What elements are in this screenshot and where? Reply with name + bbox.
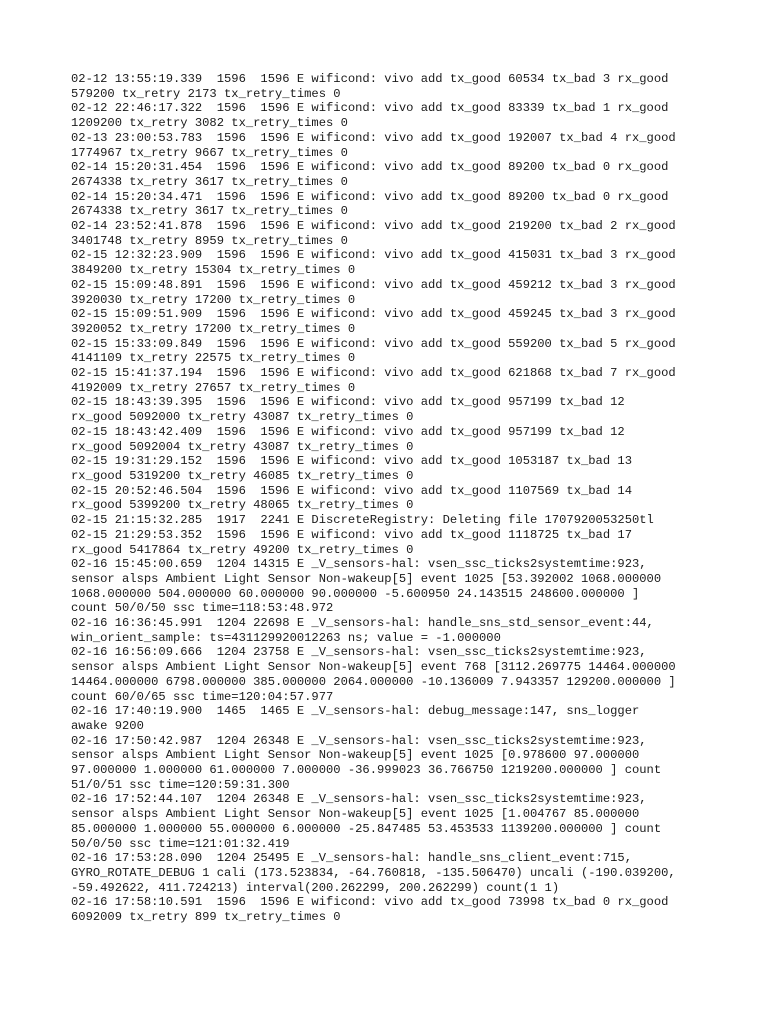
log-line: GYRO_ROTATE_DEBUG 1 cali (173.523834, -64.760818, -135.506470) uncali (-190.039200, bbox=[71, 865, 676, 880]
log-line: 02-15 18:43:42.409 1596 1596 E wificond: vivo add tx_good 957199 tx_bad 12 bbox=[71, 424, 625, 439]
log-line: 14464.000000 6798.000000 385.000000 2064.000000 -10.136009 7.943357 129200.000000 ] bbox=[71, 674, 676, 689]
log-line: 02-16 16:56:09.666 1204 23758 E _V_sensors-hal: vsen_ssc_ticks2systemtime:923, bbox=[71, 645, 647, 660]
log-line: rx_good 5417864 tx_retry 49200 tx_retry_times 0 bbox=[71, 542, 414, 557]
log-line: rx_good 5399200 tx_retry 48065 tx_retry_times 0 bbox=[71, 498, 414, 513]
log-line: -59.492622, 411.724213) interval(200.262299, 200.262299) count(1 1) bbox=[71, 880, 560, 895]
log-line: win_orient_sample: ts=431129920012263 ns; value = -1.000000 bbox=[71, 630, 501, 645]
log-line: 02-16 17:53:28.090 1204 25495 E _V_sensors-hal: handle_sns_client_event:715, bbox=[71, 851, 632, 866]
log-line: 02-15 12:32:23.909 1596 1596 E wificond: vivo add tx_good 415031 tx_bad 3 rx_good bbox=[71, 248, 676, 263]
log-line: 02-13 23:00:53.783 1596 1596 E wificond: vivo add tx_good 192007 tx_bad 4 rx_good bbox=[71, 130, 676, 145]
log-line: 02-16 17:58:10.591 1596 1596 E wificond: vivo add tx_good 73998 tx_bad 0 rx_good bbox=[71, 895, 669, 910]
log-line: 02-15 15:41:37.194 1596 1596 E wificond: vivo add tx_good 621868 tx_bad 7 rx_good bbox=[71, 366, 676, 381]
log-line: 02-12 22:46:17.322 1596 1596 E wificond: vivo add tx_good 83339 tx_bad 1 rx_good bbox=[71, 101, 669, 116]
log-line: awake 9200 bbox=[71, 718, 144, 733]
log-line: rx_good 5319200 tx_retry 46085 tx_retry_times 0 bbox=[71, 468, 414, 483]
log-line: 02-15 19:31:29.152 1596 1596 E wificond: vivo add tx_good 1053187 tx_bad 13 bbox=[71, 454, 632, 469]
log-line: 3401748 tx_retry 8959 tx_retry_times 0 bbox=[71, 233, 348, 248]
log-line: count 60/0/65 ssc time=120:04:57.977 bbox=[71, 689, 334, 704]
log-line: 02-16 17:50:42.987 1204 26348 E _V_sensors-hal: vsen_ssc_ticks2systemtime:923, bbox=[71, 733, 647, 748]
log-line: 579200 tx_retry 2173 tx_retry_times 0 bbox=[71, 86, 341, 101]
log-line: 02-15 18:43:39.395 1596 1596 E wificond: vivo add tx_good 957199 tx_bad 12 bbox=[71, 395, 625, 410]
log-line: 02-16 17:52:44.107 1204 26348 E _V_sensors-hal: vsen_ssc_ticks2systemtime:923, bbox=[71, 792, 647, 807]
log-line: rx_good 5092004 tx_retry 43087 tx_retry_times 0 bbox=[71, 439, 414, 454]
log-line: 02-15 15:09:51.909 1596 1596 E wificond: vivo add tx_good 459245 tx_bad 3 rx_good bbox=[71, 307, 676, 322]
log-line: 02-15 15:09:48.891 1596 1596 E wificond: vivo add tx_good 459212 tx_bad 3 rx_good bbox=[71, 277, 676, 292]
log-line: 50/0/50 ssc time=121:01:32.419 bbox=[71, 836, 290, 851]
log-line: 6092009 tx_retry 899 tx_retry_times 0 bbox=[71, 910, 341, 925]
log-line: 02-16 15:45:00.659 1204 14315 E _V_sensors-hal: vsen_ssc_ticks2systemtime:923, bbox=[71, 557, 647, 572]
log-line: 1209200 tx_retry 3082 tx_retry_times 0 bbox=[71, 116, 348, 131]
log-line: 1068.000000 504.000000 60.000000 90.000000 -5.600950 24.143515 248600.000000 ] bbox=[71, 586, 640, 601]
log-line: 02-15 21:15:32.285 1917 2241 E DiscreteRegistry: Deleting file 1707920053250tl bbox=[71, 513, 654, 528]
log-line: 02-12 13:55:19.339 1596 1596 E wificond: vivo add tx_good 60534 tx_bad 3 rx_good bbox=[71, 72, 669, 86]
log-line: 02-14 23:52:41.878 1596 1596 E wificond: vivo add tx_good 219200 tx_bad 2 rx_good bbox=[71, 219, 676, 234]
log-line: 02-14 15:20:31.454 1596 1596 E wificond: vivo add tx_good 89200 tx_bad 0 rx_good bbox=[71, 160, 669, 175]
log-line: count 50/0/50 ssc time=118:53:48.972 bbox=[71, 601, 334, 616]
log-line: 02-15 21:29:53.352 1596 1596 E wificond: vivo add tx_good 1118725 tx_bad 17 bbox=[71, 527, 632, 542]
log-text-block bbox=[71, 72, 711, 925]
log-line: 02-15 15:33:09.849 1596 1596 E wificond: vivo add tx_good 559200 tx_bad 5 rx_good bbox=[71, 336, 676, 351]
log-line: 85.000000 1.000000 55.000000 6.000000 -25.847485 53.453533 1139200.000000 ] count bbox=[71, 821, 662, 836]
log-line: 02-16 16:36:45.991 1204 22698 E _V_sensors-hal: handle_sns_std_sensor_event:44, bbox=[71, 616, 654, 631]
log-line: 02-15 20:52:46.504 1596 1596 E wificond: vivo add tx_good 1107569 tx_bad 14 bbox=[71, 483, 632, 498]
log-line: 3920030 tx_retry 17200 tx_retry_times 0 bbox=[71, 292, 356, 307]
log-line: 02-14 15:20:34.471 1596 1596 E wificond: vivo add tx_good 89200 tx_bad 0 rx_good bbox=[71, 189, 669, 204]
log-line: sensor alsps Ambient Light Sensor Non-wakeup[5] event 1025 [53.392002 1068.000000 bbox=[71, 571, 662, 586]
log-line: 3849200 tx_retry 15304 tx_retry_times 0 bbox=[71, 263, 356, 278]
log-line: 2674338 tx_retry 3617 tx_retry_times 0 bbox=[71, 174, 348, 189]
log-line: 4192009 tx_retry 27657 tx_retry_times 0 bbox=[71, 380, 356, 395]
log-line: sensor alsps Ambient Light Sensor Non-wakeup[5] event 768 [3112.269775 14464.000000 bbox=[71, 660, 676, 675]
log-line: 02-16 17:40:19.900 1465 1465 E _V_sensors-hal: debug_message:147, sns_logger bbox=[71, 704, 640, 719]
log-line: sensor alsps Ambient Light Sensor Non-wakeup[5] event 1025 [0.978600 97.000000 bbox=[71, 748, 640, 763]
log-line: 2674338 tx_retry 3617 tx_retry_times 0 bbox=[71, 204, 348, 219]
log-line: 97.000000 1.000000 61.000000 7.000000 -36.999023 36.766750 1219200.000000 ] count bbox=[71, 763, 662, 778]
log-line: 4141109 tx_retry 22575 tx_retry_times 0 bbox=[71, 351, 356, 366]
log-line: 3920052 tx_retry 17200 tx_retry_times 0 bbox=[71, 321, 356, 336]
log-line: 1774967 tx_retry 9667 tx_retry_times 0 bbox=[71, 145, 348, 160]
log-line: 51/0/51 ssc time=120:59:31.300 bbox=[71, 777, 290, 792]
log-line: sensor alsps Ambient Light Sensor Non-wakeup[5] event 1025 [1.004767 85.000000 bbox=[71, 807, 640, 822]
log-line: rx_good 5092000 tx_retry 43087 tx_retry_times 0 bbox=[71, 410, 414, 425]
